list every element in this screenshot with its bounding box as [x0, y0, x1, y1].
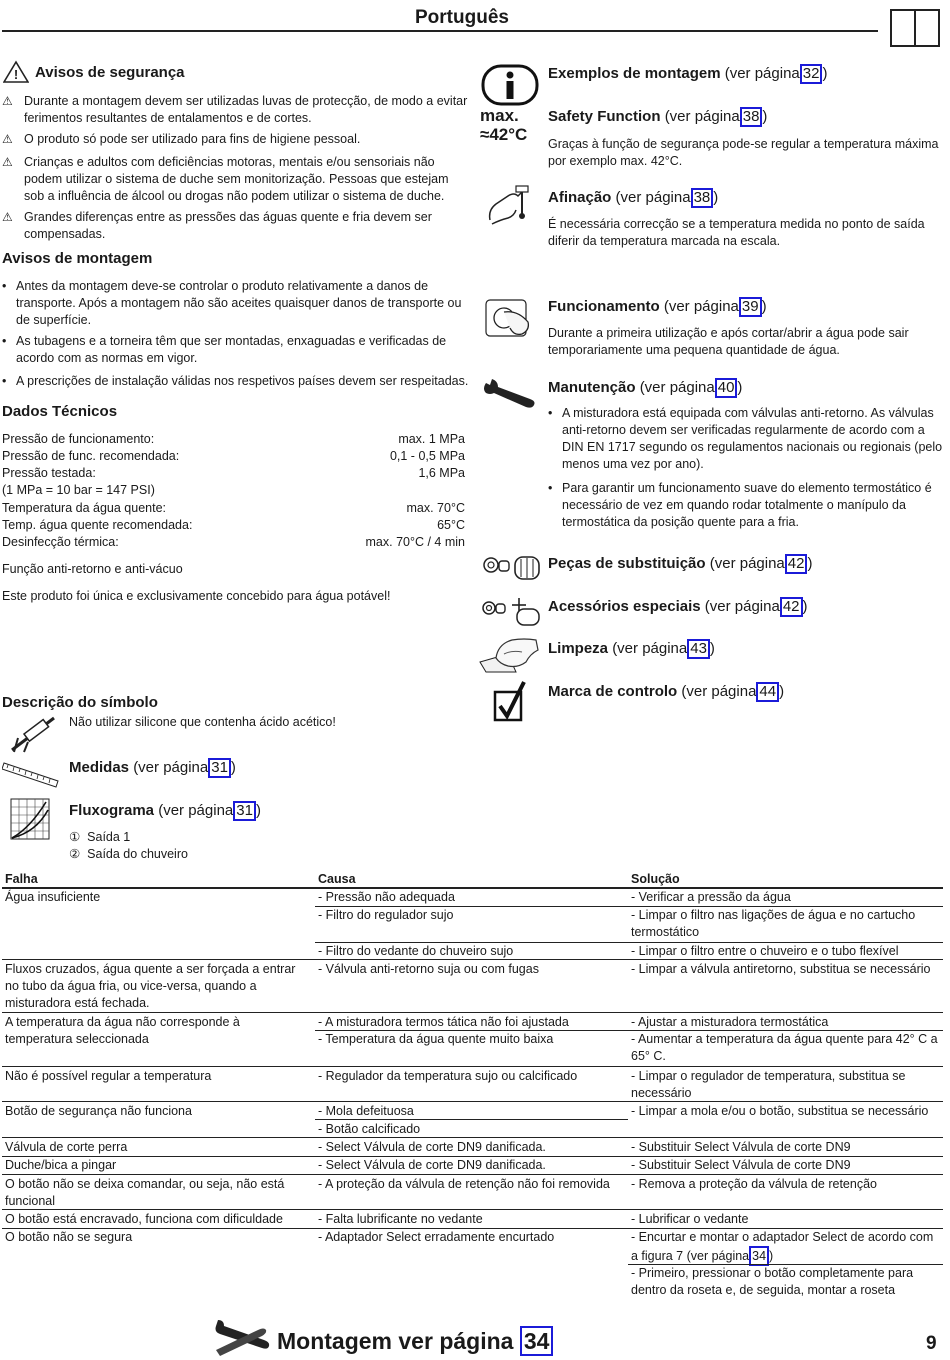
- table-cell-causa: - Adaptador Select erradamente encurtado: [318, 1230, 555, 1244]
- exemplos-ref-text: (ver página: [724, 65, 800, 82]
- page-link-39[interactable]: 39: [739, 297, 762, 317]
- table-cell-solucao-end: ): [769, 1249, 774, 1263]
- montagem-ref: [277, 1326, 553, 1356]
- table-row-rule: [315, 1119, 628, 1120]
- warning-icon: ⚠: [2, 132, 13, 146]
- ruler-icon: [2, 757, 60, 789]
- list-item-text: Para garantir um funcionamento suave do elemento termostático é necessário de vez em quando rodar totalmente o manípulo da termostática da posição quente para a fria.: [562, 481, 932, 529]
- table-cell-solucao: - Limpar o filtro entre o chuveiro e o tubo flexível: [631, 944, 899, 958]
- limpeza-label: Limpeza: [548, 640, 609, 657]
- table-cell-solucao: - Verificar a pressão da água: [631, 890, 791, 904]
- safety-item: [2, 93, 472, 127]
- fluxograma-label: Fluxograma: [69, 802, 155, 819]
- page-title: Português: [415, 7, 509, 28]
- tech-value: max. 70°C: [406, 501, 465, 515]
- page-link-40[interactable]: 40: [715, 378, 738, 398]
- safety-item: [2, 209, 472, 243]
- tools-icon: [212, 1318, 272, 1358]
- tech-row: [2, 431, 465, 448]
- afinacao-label: Afinação: [548, 189, 612, 206]
- flow-chart-icon: [10, 798, 50, 840]
- safety-item-text: O produto só pode ser utilizado para fins de higiene pessoal.: [24, 132, 361, 146]
- table-cell-solucao-text: - Encurtar e montar o adaptador Select de acordo com a figura 7 (ver página: [631, 1230, 934, 1263]
- book-icon: [888, 6, 942, 48]
- list-item: • A prescrições de instalação válidas nos respetivos países devem ser respeitadas.: [2, 374, 469, 388]
- max-temp: ≈42°C: [480, 125, 528, 144]
- tech-key: Desinfecção térmica:: [2, 535, 119, 549]
- table-cell-causa: - Mola defeituosa: [318, 1104, 414, 1118]
- page-link-32[interactable]: 32: [800, 64, 823, 84]
- table-cell-falha: Válvula de corte perra: [5, 1140, 128, 1154]
- table-cell-causa: - Filtro do regulador sujo: [318, 908, 454, 922]
- tech-key: Pressão de funcionamento:: [2, 432, 155, 446]
- header-rule: [2, 30, 878, 32]
- safety-item: [2, 154, 472, 205]
- warning-icon: ⚠: [2, 155, 13, 169]
- list-item-text: A prescrições de instalação válidas nos respetivos países devem ser respeitadas.: [16, 374, 469, 388]
- page-link-38[interactable]: 38: [691, 188, 714, 208]
- table-row-rule: [2, 1101, 943, 1102]
- pecas-label: Peças de substituição: [548, 555, 706, 572]
- hand-knob-icon: [484, 296, 534, 340]
- page-link-31[interactable]: 31: [233, 801, 256, 821]
- safety-function-label: Safety Function: [548, 108, 661, 125]
- acessorios-ref-text: (ver página: [704, 598, 780, 615]
- table-row-rule: [2, 1012, 943, 1013]
- table-cell-solucao: - Lubrificar o vedante: [631, 1212, 749, 1226]
- table-cell-causa: - Falta lubrificante no vedante: [318, 1212, 483, 1226]
- tech-row: [2, 534, 465, 551]
- safety-item: [2, 131, 472, 148]
- marca-label: Marca de controlo: [548, 683, 678, 700]
- marca-ref-text: (ver página: [681, 683, 757, 700]
- page-link-42[interactable]: 42: [785, 554, 808, 574]
- table-cell-causa: - Temperatura da água quente muito baixa: [318, 1032, 554, 1046]
- tech-row: [2, 500, 465, 517]
- list-item: • A misturadora está equipada com válvulas anti-retorno. As válvulas anti-retorno devem ser verificadas regularmente de acordo com a DIN EN 1717 segundo os regulamentos nacionais ou regionais (pelo menos uma vez por ano).: [548, 406, 943, 471]
- table-cell-solucao: - Limpar o regulador de temperatura, substitua se necessário: [631, 1069, 906, 1100]
- list-item: • As tubagens e a torneira têm que ser montadas, enxaguadas e verificadas de acordo com as normas em vigor.: [2, 333, 472, 367]
- safety-title: Avisos de segurança: [35, 64, 185, 81]
- info-icon: [481, 64, 539, 106]
- safety-function-text: Graças à função de segurança pode-se regular a temperatura máxima por exemplo max. 42°C.: [548, 137, 939, 168]
- warning-icon: ⚠: [2, 94, 13, 108]
- afinacao-text: É necessária correcção se a temperatura medida no ponto de saída diferir da temperatura marcada na escala.: [548, 217, 925, 248]
- page-link-42[interactable]: 42: [780, 597, 803, 617]
- manutencao-ref: Manutenção (ver página 40 ): [548, 379, 743, 396]
- spare-parts-icon: [481, 553, 541, 583]
- montagem-label: Montagem ver página: [277, 1328, 514, 1354]
- table-header-falha: Falha: [5, 872, 38, 886]
- tech-note: Este produto foi única e exclusivamente concebido para água potável!: [2, 589, 391, 603]
- table-row-rule: [2, 1209, 943, 1210]
- page-link-43[interactable]: 43: [687, 639, 710, 659]
- table-row-rule: [2, 1137, 943, 1138]
- table-header-solucao: Solução: [631, 872, 680, 886]
- table-cell-solucao: - Limpar a válvula antiretorno, substitua se necessário: [631, 962, 931, 976]
- page-link-44[interactable]: 44: [756, 682, 779, 702]
- pecas-ref-text: (ver página: [709, 555, 785, 572]
- table-cell-falha: O botão não se segura: [5, 1230, 133, 1244]
- svg-text:!: !: [13, 67, 19, 82]
- tech-key: Pressão testada:: [2, 466, 96, 480]
- table-cell-causa: - Select Válvula de corte DN9 danificada.: [318, 1140, 546, 1154]
- table-cell-causa: - Filtro do vedante do chuveiro sujo: [318, 944, 514, 958]
- tech-key: (1 MPa = 10 bar = 147 PSI): [2, 483, 155, 497]
- tech-key: Pressão de func. recomendada:: [2, 449, 180, 463]
- fluxograma-ref-text: (ver página: [158, 802, 234, 819]
- safety-item-text: Durante a montagem devem ser utilizadas luvas de protecção, de modo a evitar ferimentos resultantes de entalamentos e de cortes.: [24, 94, 468, 125]
- symbol-title: Descrição do símbolo: [2, 694, 158, 711]
- tech-title: Dados Técnicos: [2, 403, 118, 420]
- page-link-38[interactable]: 38: [740, 107, 763, 127]
- table-cell-falha: Botão de segurança não funciona: [5, 1104, 192, 1118]
- max-label: max.: [480, 106, 519, 125]
- table-cell-causa: - Válvula anti-retorno suja ou com fugas: [318, 962, 539, 976]
- table-cell-causa: - Pressão não adequada: [318, 890, 455, 904]
- tech-value: 1,6 MPa: [418, 466, 465, 480]
- table-cell-solucao: - Limpar a mola e/ou o botão, substitua se necessário: [631, 1104, 929, 1118]
- tech-value: 65°C: [437, 518, 465, 532]
- table-cell-solucao: - Primeiro, pressionar o botão completamente para dentro da roseta e, de seguida, montar a roseta: [631, 1266, 914, 1297]
- wrench-icon: [480, 377, 540, 411]
- outlet-1: [69, 829, 130, 846]
- tech-row: [2, 517, 465, 534]
- limpeza-ref: Limpeza (ver página 43 ): [548, 640, 715, 657]
- tech-value: 0,1 - 0,5 MPa: [389, 449, 465, 463]
- outlet-2-label: Saída do chuveiro: [87, 847, 188, 861]
- table-cell-causa: - Botão calcificado: [318, 1122, 421, 1136]
- tech-row: [2, 482, 465, 499]
- list-item-text: Antes da montagem deve-se controlar o produto relativamente a danos de transporte. Após a montagem não são aceites quaisquer danos de transporte ou de superfície.: [16, 279, 462, 327]
- safety-item-text: Grandes diferenças entre as pressões das águas quente e fria devem ser compensadas.: [24, 210, 432, 241]
- list-item: • Para garantir um funcionamento suave do elemento termostático é necessário de vez em quando rodar totalmente o manípulo da termostática da posição quente para a fria.: [548, 480, 943, 531]
- list-item: • Antes da montagem deve-se controlar o produto relativamente a danos de transporte. Após a montagem não são aceites quaisquer danos de transporte ou de superfície.: [2, 278, 472, 329]
- list-item-text: A misturadora está equipada com válvulas anti-retorno. As válvulas anti-retorno devem ser verificadas regularmente de acordo com a DIN EN 1717 segundo os regulamentos nacionais ou regionais (pelo menos uma vez por ano).: [562, 406, 943, 471]
- table-cell-causa: - Regulador da temperatura sujo ou calcificado: [318, 1069, 578, 1083]
- funcionamento-label: Funcionamento: [548, 298, 660, 315]
- list-item-text: As tubagens e a torneira têm que ser montadas, enxaguadas e verificadas de acordo com as normas em vigor.: [16, 334, 447, 365]
- safety-function-ref-text: (ver página: [664, 108, 740, 125]
- tech-key: Temp. água quente recomendada:: [2, 518, 193, 532]
- table-cell-falha: O botão não se deixa comandar, ou seja, não está funcional: [5, 1177, 285, 1208]
- tech-row: [2, 465, 465, 482]
- accessories-icon: [481, 596, 541, 626]
- page-link-34[interactable]: 34: [520, 1326, 554, 1356]
- manutencao-label: Manutenção: [548, 379, 636, 396]
- table-cell-falha: Não é possível regular a temperatura: [5, 1069, 212, 1083]
- table-cell-falha: Fluxos cruzados, água quente a ser forçada a entrar no tubo da água fria, ou vice-versa, quando a misturadora está fechada.: [5, 962, 296, 1010]
- table-cell-falha: O botão está encravado, funciona com dificuldade: [5, 1212, 283, 1226]
- medidas-label: Medidas: [69, 759, 130, 776]
- table-header-causa: Causa: [318, 872, 356, 886]
- table-cell-solucao: - Substituir Select Válvula de corte DN9: [631, 1158, 851, 1172]
- outlet-1-number: ①: [69, 830, 81, 844]
- tech-row: [2, 448, 465, 465]
- table-cell-solucao: - Ajustar a misturadora termostática: [631, 1015, 829, 1029]
- warning-icon: ⚠: [2, 210, 13, 224]
- fluxograma-ref: Fluxograma (ver página 31 ): [69, 802, 261, 819]
- acessorios-ref: Acessórios especiais (ver página 42 ): [548, 598, 808, 615]
- tech-value: max. 1 MPa: [398, 432, 465, 446]
- thermometer-hand-icon: [484, 180, 536, 228]
- table-cell-falha: Água insuficiente: [5, 890, 101, 904]
- table-cell-falha: A temperatura da água não corresponde à temperatura seleccionada: [5, 1015, 240, 1046]
- table-cell-solucao: - Limpar o filtro nas ligações de água e no cartucho termostático: [631, 908, 916, 939]
- table-cell-causa: - A misturadora termos tática não foi ajustada: [318, 1015, 569, 1029]
- outlet-2: [69, 846, 188, 863]
- warning-icon: [3, 60, 29, 83]
- safety-item-text: Crianças e adultos com deficiências motoras, mentais e/ou sensoriais não podem utilizar o sistema de duche sem monitorização. Pessoas que estejam sob a influência de álcool ou drogas não podem utilizar o sistema de duche.: [24, 155, 449, 203]
- safety-function-ref: Safety Function (ver página 38 ): [548, 108, 768, 125]
- page-link-31[interactable]: 31: [208, 758, 231, 778]
- page-link-34[interactable]: 34: [749, 1246, 769, 1266]
- silicone-gun-icon: [8, 712, 60, 754]
- medidas-ref: Medidas (ver página 31 ): [69, 759, 236, 776]
- manutencao-ref-text: (ver página: [639, 379, 715, 396]
- funcionamento-ref: Funcionamento (ver página 39 ): [548, 298, 767, 315]
- medidas-ref-text: (ver página: [133, 759, 209, 776]
- outlet-2-number: ②: [69, 847, 81, 861]
- funcionamento-ref-text: (ver página: [663, 298, 739, 315]
- table-cell-causa: - A proteção da válvula de retenção não foi removida: [318, 1177, 610, 1191]
- afinacao-ref-text: (ver página: [615, 189, 691, 206]
- checkmark-box-icon: [492, 680, 528, 722]
- table-cell-solucao: [631, 1229, 943, 1266]
- tech-value: max. 70°C / 4 min: [365, 535, 465, 549]
- table-cell-solucao: - Remova a proteção da válvula de retenção: [631, 1177, 877, 1191]
- table-cell-solucao: - Aumentar a temperatura da água quente para 42° C a 65° C.: [631, 1032, 938, 1063]
- funcionamento-text: Durante a primeira utilização e após cortar/abrir a água pode sair temporariamente uma pequena quantidade de água.: [548, 326, 909, 357]
- table-cell-causa: - Select Válvula de corte DN9 danificada.: [318, 1158, 546, 1172]
- silicone-warning: Não utilizar silicone que contenha ácido acético!: [69, 715, 336, 729]
- table-cell-falha: Duche/bica a pingar: [5, 1158, 117, 1172]
- limpeza-ref-text: (ver página: [612, 640, 688, 657]
- page-number: 9: [926, 1333, 937, 1354]
- exemplos-ref: Exemplos de montagem (ver página 32 ): [548, 65, 828, 82]
- table-row-rule: [2, 959, 943, 960]
- tech-note: Função anti-retorno e anti-vácuo: [2, 562, 183, 576]
- acessorios-label: Acessórios especiais: [548, 598, 701, 615]
- mounting-notes-title: Avisos de montagem: [2, 250, 153, 267]
- cleaning-hand-icon: [478, 632, 540, 674]
- table-row-rule: [2, 1174, 943, 1175]
- table-row-rule: [2, 1066, 943, 1067]
- exemplos-label: Exemplos de montagem: [548, 65, 721, 82]
- outlet-1-label: Saída 1: [87, 830, 131, 844]
- pecas-ref: Peças de substituição (ver página 42 ): [548, 555, 813, 572]
- marca-ref: Marca de controlo (ver página 44 ): [548, 683, 785, 700]
- tech-key: Temperatura da água quente:: [2, 501, 167, 515]
- afinacao-ref: Afinação (ver página 38 ): [548, 189, 719, 206]
- table-cell-solucao: - Substituir Select Válvula de corte DN9: [631, 1140, 851, 1154]
